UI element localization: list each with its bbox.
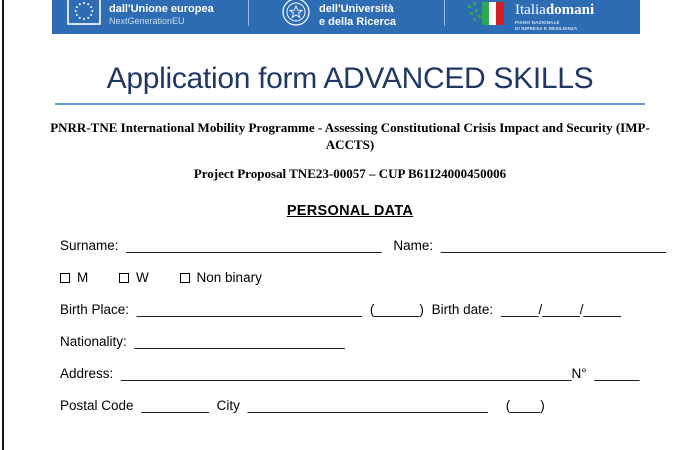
checkbox-nonbinary[interactable] — [180, 273, 190, 283]
ministry-logo-block — [249, 0, 444, 34]
brand-italia: Italia — [515, 2, 546, 18]
gender-row — [60, 270, 646, 285]
name-label: Name: — [393, 237, 434, 253]
name-fill-line[interactable]: ______________________________ — [440, 237, 667, 253]
personal-data-form — [60, 237, 667, 413]
page-left-border — [2, 0, 4, 450]
birth-place-province-fill[interactable]: (______) — [369, 301, 424, 317]
page-title: Application form ADVANCED SKILLS — [106, 62, 594, 95]
city-fill-line[interactable]: ________________________________ — [247, 397, 488, 413]
street-number-fill-line[interactable]: ______ — [594, 365, 640, 381]
programme-subtitle: PNRR-TNE International Mobility Programme - Assessing Constitutional Crisis Impact and Security (IMP-ACCTS) — [50, 120, 650, 152]
eu-flag-icon — [67, 0, 101, 25]
checkbox-w[interactable] — [119, 273, 129, 283]
ministry-emblem-icon — [281, 0, 311, 29]
birth-place-label: Birth Place: — [60, 301, 130, 317]
address-fill-line[interactable]: ____________________________________________________________ — [121, 365, 572, 381]
nationality-row — [60, 334, 646, 349]
gender-option-nonbinary — [180, 270, 262, 285]
address-label: Address: — [60, 365, 114, 381]
street-number-label: N° — [571, 365, 587, 381]
italia-domani-brand — [515, 3, 594, 18]
italia-domani-flag-icon — [467, 1, 507, 31]
italia-domani-text — [515, 3, 594, 31]
eu-logo-line2: NextGenerationEU — [109, 16, 185, 26]
gender-option-m-label: M — [77, 269, 89, 285]
postal-code-label: Postal Code — [60, 397, 134, 413]
birth-date-fill-line[interactable]: _____/_____/_____ — [500, 301, 622, 317]
city-province-fill[interactable]: (____) — [505, 397, 545, 413]
gender-option-w-label: W — [136, 269, 149, 285]
pnrr-tagline — [515, 20, 594, 31]
ministry-logo-line2: e della Ricerca — [319, 15, 397, 28]
surname-label: Surname: — [60, 237, 119, 253]
surname-name-row — [60, 237, 667, 253]
checkbox-m[interactable] — [60, 273, 70, 283]
address-row — [60, 366, 646, 381]
ministry-logo-text — [319, 3, 396, 28]
pnrr-tagline-line1: PIANO NAZIONALE — [515, 20, 560, 25]
birth-date-label: Birth date: — [431, 301, 494, 317]
italia-domani-logo-block — [445, 0, 625, 34]
postal-city-row — [60, 398, 646, 413]
nationality-label: Nationality: — [60, 333, 127, 349]
city-label: City — [216, 397, 240, 413]
postal-code-fill-line[interactable]: _________ — [141, 397, 209, 413]
pnrr-tagline-line2: DI RIPRESA E RESILIENZA — [515, 25, 578, 31]
surname-fill-line[interactable]: __________________________________ — [126, 237, 382, 253]
title-rule — [55, 103, 645, 105]
funding-banner — [52, 0, 640, 34]
gender-option-nonbinary-label: Non binary — [196, 269, 262, 285]
ministry-logo-line1: dell'Università — [319, 3, 394, 15]
eu-logo-line1: dall'Unione europea — [109, 3, 214, 15]
birth-row — [60, 302, 646, 317]
proposal-line: Project Proposal TNE23-00057 – CUP B61I24000450006 — [193, 165, 507, 181]
gender-option-m — [60, 270, 88, 285]
eu-logo-block — [52, 0, 248, 34]
gender-option-w — [119, 270, 149, 285]
nationality-fill-line[interactable]: ____________________________ — [134, 333, 345, 349]
personal-data-heading: PERSONAL DATA — [286, 202, 414, 219]
eu-logo-text — [109, 3, 214, 27]
brand-domani: domani — [545, 2, 595, 18]
birth-place-fill-line[interactable]: ______________________________ — [136, 301, 363, 317]
